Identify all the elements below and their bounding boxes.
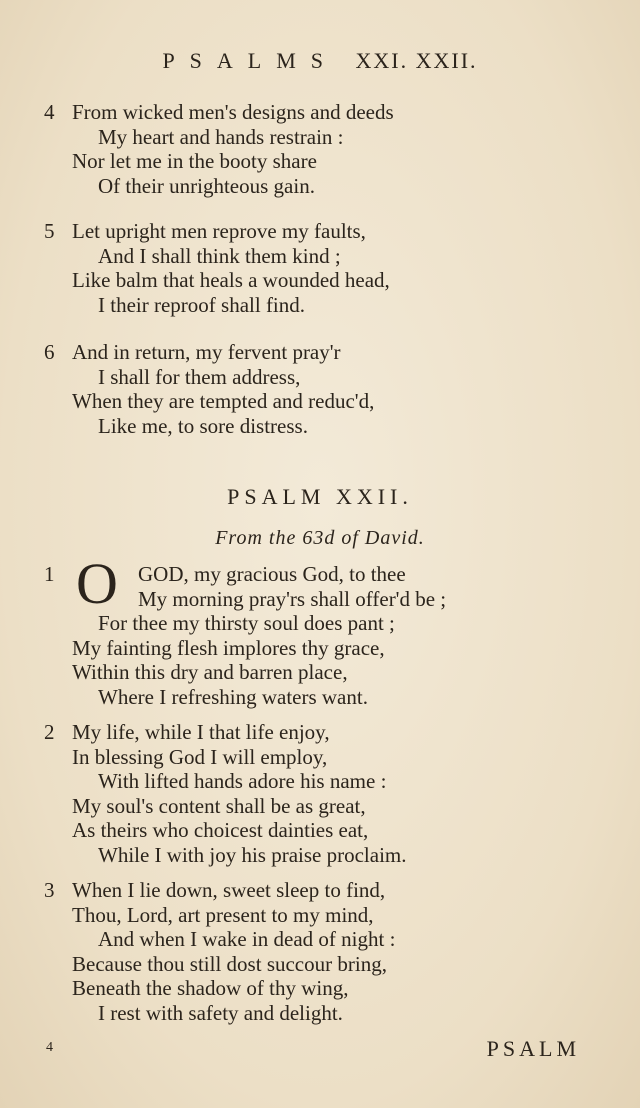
- psalm-title: PSALM XXII.: [227, 484, 413, 509]
- verse-line: Let upright men reprove my faults,: [72, 219, 366, 243]
- verse-line: In blessing God I will employ,: [72, 744, 328, 769]
- verse-line: GOD, my gracious God, to thee: [138, 562, 406, 586]
- verse-line: My heart and hands restrain :: [98, 124, 344, 149]
- verse-line: My fainting flesh implores thy grace,: [72, 635, 385, 660]
- verse-line: From wicked men's designs and deeds: [72, 100, 394, 124]
- signature-mark: 4: [46, 1040, 53, 1055]
- stanza-5: [44, 219, 614, 317]
- verse-line: I rest with safety and delight.: [98, 1000, 343, 1025]
- stanza-3: [44, 878, 614, 1025]
- verse-line: Of their unrighteous gain.: [98, 173, 315, 198]
- verse-line: Because thou still dost succour bring,: [72, 951, 387, 976]
- stanza-number: 6: [44, 340, 55, 364]
- running-head-numbers: XXI. XXII.: [355, 48, 478, 73]
- catchword: PSALM: [486, 1036, 580, 1061]
- psalm-subtitle: From the 63d of David.: [215, 527, 425, 549]
- stanza-6: [44, 340, 614, 438]
- verse-line: And in return, my fervent pray'r: [72, 340, 341, 364]
- verse-line: With lifted hands adore his name :: [98, 769, 387, 793]
- stanza-number: 1: [44, 562, 55, 586]
- running-head-title: PSALMS: [162, 48, 339, 73]
- stanza-number: 5: [44, 219, 55, 243]
- verse-line: Like me, to sore distress.: [98, 413, 308, 438]
- stanza-2: [44, 720, 614, 867]
- verse-line: And I shall think them kind ;: [98, 243, 341, 268]
- verse-line: Beneath the shadow of thy wing,: [72, 976, 349, 1000]
- stanza-number: 2: [44, 720, 55, 744]
- verse-line: When I lie down, sweet sleep to find,: [72, 878, 386, 902]
- verse-line: I shall for them address,: [98, 364, 301, 389]
- verse-line: Like balm that heals a wounded head,: [72, 268, 390, 292]
- drop-cap: O: [76, 551, 118, 616]
- stanza-number: 3: [44, 878, 55, 902]
- stanza-number: 4: [44, 100, 55, 124]
- verse-line: Within this dry and barren place,: [72, 660, 348, 684]
- verse-line: Thou, Lord, art present to my mind,: [72, 902, 374, 927]
- verse-line: As theirs who choicest dainties eat,: [72, 818, 369, 842]
- verse-line: My morning pray'rs shall offer'd be ;: [138, 586, 447, 611]
- verse-line: For thee my thirsty soul does pant ;: [98, 611, 395, 635]
- verse-line: I their reproof shall find.: [98, 292, 306, 317]
- verse-line: Where I refreshing waters want.: [98, 684, 368, 709]
- verse-line: My life, while I that life enjoy,: [72, 720, 330, 744]
- verse-line: When they are tempted and reduc'd,: [72, 389, 375, 413]
- stanza-4: [44, 100, 614, 198]
- running-head: [0, 48, 640, 74]
- verse-line: Nor let me in the booty share: [72, 149, 317, 173]
- verse-line: While I with joy his praise proclaim.: [98, 842, 407, 867]
- stanza-1: [44, 562, 614, 709]
- verse-line: And when I wake in dead of night :: [98, 927, 396, 951]
- verse-line: My soul's content shall be as great,: [72, 793, 366, 818]
